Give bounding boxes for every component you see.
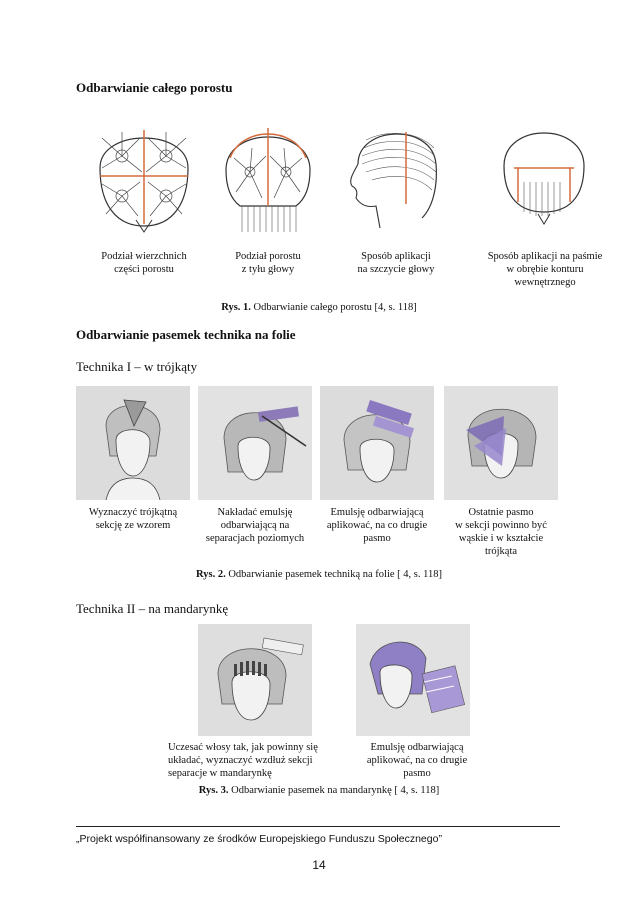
- caption-line: Sposób aplikacji: [361, 251, 431, 262]
- caption-tangerine-step-2: [350, 741, 484, 780]
- subheading-triangles: Technika I – w trójkąty: [76, 359, 198, 374]
- caption-line: odbarwiającą na: [220, 520, 290, 531]
- illustration-side-application: [336, 108, 448, 238]
- photo-triangle-step-3: [320, 386, 434, 500]
- caption-line: Emulsję odbarwiającą: [370, 742, 464, 753]
- figure-text: Odbarwianie pasemek na mandarynkę [ 4, s. 118]: [228, 785, 440, 796]
- caption-line: Podział porostu: [235, 251, 301, 262]
- caption-triangle-step-1: [66, 506, 200, 532]
- photo-triangle-step-4: [444, 386, 558, 500]
- illustration-top-sections: [88, 108, 200, 238]
- caption-line: trójkąta: [484, 546, 518, 557]
- caption-line: pasmo: [363, 533, 391, 544]
- footer-project-note: „Projekt współfinansowany ze środków Europejskiego Funduszu Społecznego”: [76, 833, 442, 845]
- figure-caption-2: [0, 569, 638, 580]
- caption-line: Nakładać emulsję: [217, 507, 293, 518]
- caption-line: w obrębie konturu: [506, 264, 584, 275]
- section-heading-whole-hair: Odbarwianie całego porostu: [76, 80, 233, 95]
- caption-line: wewnętrznego: [514, 277, 576, 288]
- caption-line: separacjach poziomych: [205, 533, 305, 544]
- figure-label: Rys. 1.: [221, 302, 251, 313]
- caption-line: Uczesać włosy tak, jak powinny się: [168, 742, 318, 753]
- figure-label: Rys. 2.: [196, 569, 226, 580]
- caption-line: Emulsję odbarwiającą: [330, 507, 424, 518]
- section-heading-foil-highlights: Odbarwianie pasemek technika na folie: [76, 327, 296, 342]
- caption-side-application: [330, 250, 462, 276]
- caption-line: Podział wierzchnich: [101, 251, 187, 262]
- caption-line: części porostu: [114, 264, 174, 275]
- figure-text: Odbarwianie całego porostu [4, s. 118]: [250, 302, 417, 313]
- illustration-inner-contour: [488, 108, 600, 238]
- caption-top-sections: [78, 250, 210, 276]
- photo-triangle-step-1: [76, 386, 190, 500]
- caption-line: Wyznaczyć trójkątną: [88, 507, 178, 518]
- figure-caption-1: [0, 302, 638, 313]
- caption-line: Sposób aplikacji na paśmie: [487, 251, 603, 262]
- caption-triangle-step-3: [310, 506, 444, 545]
- caption-line: na szczycie głowy: [357, 264, 435, 275]
- caption-inner-contour: [470, 250, 620, 289]
- caption-line: aplikować, na co drugie: [366, 755, 468, 766]
- caption-line: z tyłu głowy: [241, 264, 295, 275]
- photo-tangerine-step-1: [198, 624, 312, 736]
- caption-line: aplikować, na co drugie: [326, 520, 428, 531]
- caption-back-sections: [202, 250, 334, 276]
- illustration-back-sections: [212, 108, 324, 238]
- caption-line: pasmo: [403, 768, 431, 779]
- subheading-tangerine: Technika II – na mandarynkę: [76, 601, 229, 616]
- caption-line: sekcję ze wzorem: [95, 520, 171, 531]
- caption-line: układać, wyznaczyć wzdłuż sekcji: [168, 755, 313, 766]
- caption-triangle-step-2: [188, 506, 322, 545]
- figure-text: Odbarwianie pasemek techniką na folie [ 4, s. 118]: [225, 569, 442, 580]
- footer-divider: [76, 826, 560, 827]
- figure-caption-3: [0, 785, 638, 796]
- figure-label: Rys. 3.: [198, 785, 229, 796]
- caption-line: Ostatnie pasmo: [468, 507, 534, 518]
- caption-line: w sekcji powinno być: [455, 520, 547, 531]
- caption-tangerine-step-1: [168, 741, 368, 780]
- photo-triangle-step-2: [198, 386, 312, 500]
- caption-triangle-step-4: [434, 506, 568, 558]
- page-number: 14: [312, 858, 326, 872]
- caption-line: separacje w mandarynkę: [168, 768, 272, 779]
- photo-tangerine-step-2: [356, 624, 470, 736]
- caption-line: wąskie i w kształcie: [458, 533, 544, 544]
